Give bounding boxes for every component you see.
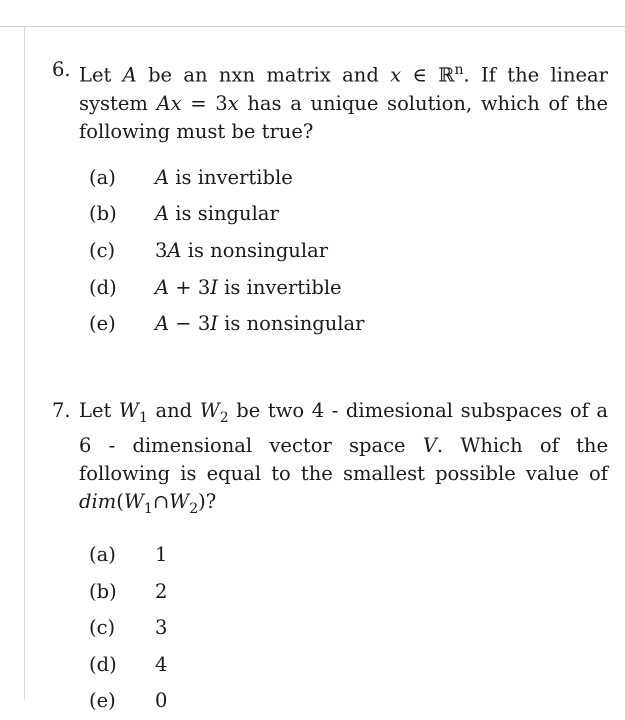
text-run: be two 4 - dimesional subspaces of a 6 - dimensional vector space — [79, 399, 608, 457]
subscript: 2 — [189, 500, 199, 517]
text-run: 1 — [155, 543, 168, 567]
option-7a — [89, 537, 608, 574]
question-6-text — [79, 56, 608, 146]
option-label: (a) — [89, 165, 116, 189]
math-symbol: x — [227, 91, 239, 115]
question-7 — [52, 397, 608, 720]
option-text — [155, 578, 167, 606]
option-label: (b) — [89, 579, 117, 603]
math-symbol: W — [169, 489, 190, 513]
top-divider — [0, 26, 625, 27]
text-run: be an nxn matrix and — [136, 63, 391, 87]
option-label: (d) — [89, 652, 117, 676]
text-run: is invertible — [169, 165, 293, 189]
option-text — [155, 614, 167, 642]
option-text — [155, 687, 167, 715]
option-label: (e) — [89, 312, 116, 336]
text-run: − 3 — [169, 312, 211, 336]
text-run: and — [147, 399, 200, 422]
text-run: 3 — [155, 616, 168, 640]
option-7b — [89, 573, 608, 610]
question-7-text — [79, 397, 608, 523]
math-symbol: I — [210, 275, 218, 299]
option-label: (b) — [89, 202, 117, 226]
math-symbol: V — [422, 433, 437, 457]
math-symbol: dim — [79, 489, 117, 513]
option-text — [155, 164, 293, 192]
text-run: Let — [79, 63, 123, 87]
text-run: is nonsingular — [217, 312, 365, 336]
option-7c — [89, 610, 608, 647]
text-run: is invertible — [217, 275, 342, 299]
text-run: )? — [198, 489, 217, 513]
math-symbol: x — [390, 63, 402, 87]
math-symbol: A — [155, 312, 170, 336]
question-7-stem — [52, 397, 608, 523]
math-symbol: A — [155, 165, 170, 189]
option-label: (a) — [89, 543, 116, 567]
option-text — [155, 310, 364, 338]
superscript: n — [454, 62, 464, 78]
question-6-options — [89, 160, 608, 343]
option-7e — [89, 683, 608, 720]
option-6b — [89, 196, 608, 233]
text-run: ( — [116, 489, 124, 513]
left-divider — [24, 27, 25, 700]
question-6-number: 6. — [52, 58, 71, 81]
text-run: = 3 — [181, 91, 228, 115]
option-6e — [89, 306, 608, 343]
text-run: ∈ ℝ — [401, 63, 455, 87]
math-symbol: Ax — [156, 91, 182, 115]
option-label: (e) — [89, 689, 116, 713]
text-run: ∩ — [152, 489, 170, 513]
text-run: 4 — [155, 652, 168, 676]
subscript: 1 — [143, 500, 153, 517]
math-symbol: W — [118, 399, 139, 422]
text-run: + 3 — [169, 275, 211, 299]
option-7d — [89, 647, 608, 684]
text-run: is singular — [169, 202, 279, 226]
text-run: . If the linear system — [79, 63, 609, 115]
option-text — [155, 237, 328, 265]
text-run: . Which of the following is equal to the smallest possible value of — [79, 433, 608, 485]
option-text — [155, 274, 342, 302]
math-symbol: W — [123, 489, 144, 513]
math-symbol: A — [167, 238, 182, 262]
question-6-stem — [52, 56, 608, 146]
text-run: 3 — [155, 238, 168, 262]
text-run: has a unique solution, which of the following must be true? — [79, 91, 608, 143]
option-6a — [89, 160, 608, 197]
option-label: (c) — [89, 616, 116, 640]
question-7-number: 7. — [52, 399, 71, 422]
text-run: Let — [79, 399, 119, 422]
text-run: is nonsingular — [181, 238, 329, 262]
math-symbol: A — [155, 275, 170, 299]
text-run: 0 — [155, 689, 168, 713]
option-6d — [89, 269, 608, 306]
subscript: 1 — [138, 409, 148, 426]
option-label: (d) — [89, 275, 117, 299]
question-6 — [52, 56, 608, 342]
option-label: (c) — [89, 238, 116, 262]
text-run: 2 — [155, 579, 168, 603]
question-7-options — [89, 537, 608, 720]
math-symbol: I — [210, 312, 218, 336]
math-symbol: A — [122, 63, 137, 87]
option-text — [155, 541, 167, 569]
math-symbol: A — [155, 202, 170, 226]
option-text — [155, 651, 167, 679]
math-symbol: W — [199, 399, 220, 422]
subscript: 2 — [219, 409, 229, 426]
option-6c — [89, 233, 608, 270]
option-text — [155, 200, 279, 228]
